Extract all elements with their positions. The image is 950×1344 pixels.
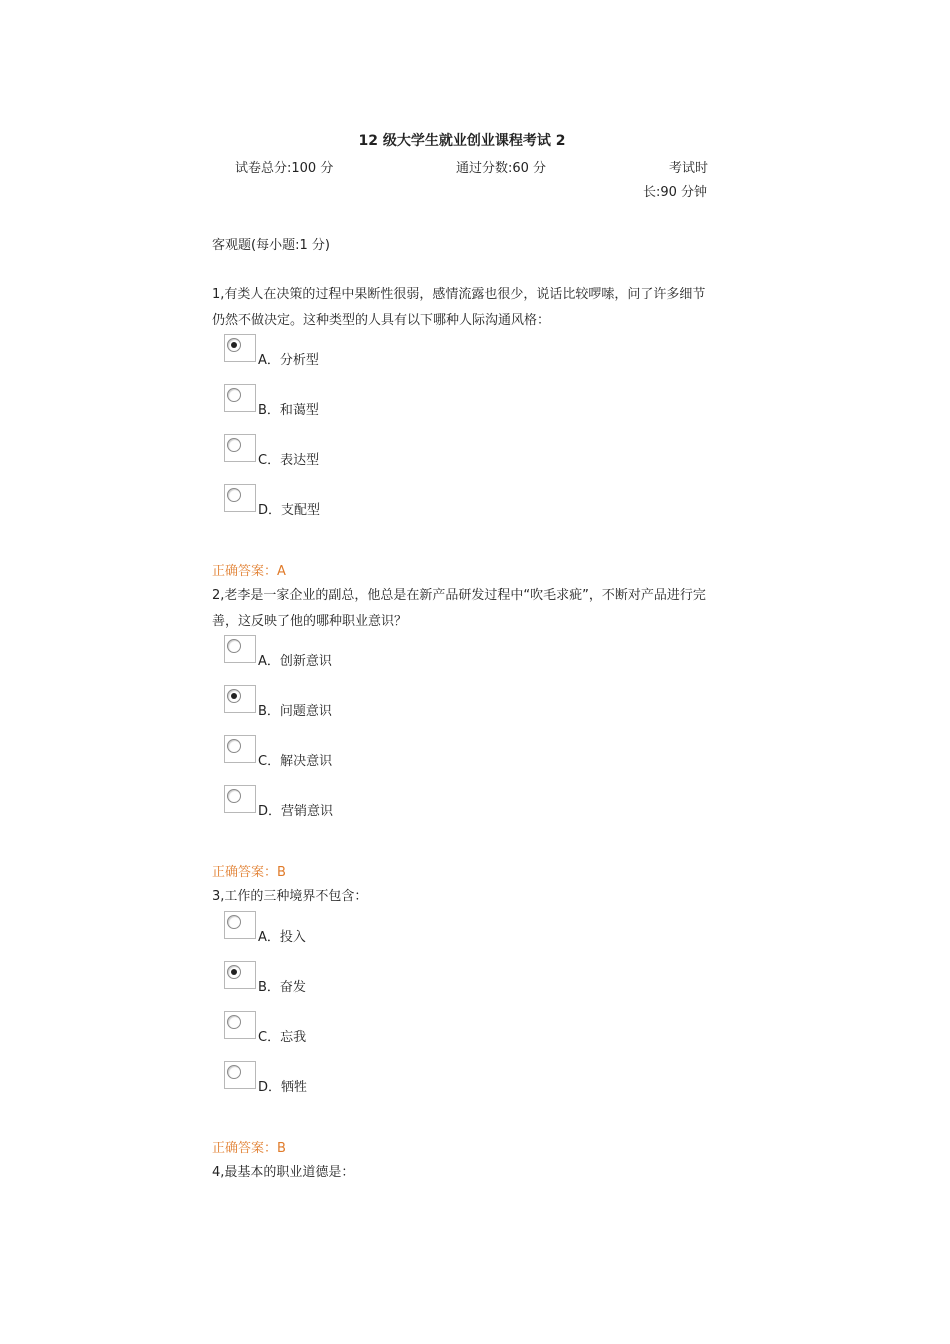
option-a-radio[interactable] [224, 911, 256, 939]
question-2-text: 2,老李是一家企业的副总，他总是在新产品研发过程中“吹毛求疵”，不断对产品进行完善，这反映了他的哪种职业意识？ [212, 588, 706, 629]
radio-selected-icon [227, 338, 241, 352]
radio-icon [227, 388, 241, 402]
radio-icon [227, 915, 241, 929]
radio-icon [227, 739, 241, 753]
option-c-label: C．解决意识 [258, 754, 333, 769]
pass-score: 通过分数:60 分 [456, 161, 547, 176]
option-d-radio[interactable] [224, 484, 256, 512]
option-a-label: A．投入 [258, 930, 306, 945]
option-b-radio[interactable] [224, 961, 256, 989]
duration-label: 考试时 [669, 161, 709, 176]
option-c-label: C．表达型 [258, 453, 320, 468]
option-c-radio[interactable] [224, 735, 256, 763]
option-c-radio[interactable] [224, 1011, 256, 1039]
radio-icon [227, 789, 241, 803]
option-d-radio[interactable] [224, 785, 256, 813]
radio-icon [227, 488, 241, 502]
section-heading: 客观题(每小题:1 分) [212, 238, 330, 253]
radio-icon [227, 1015, 241, 1029]
radio-selected-icon [227, 965, 241, 979]
option-b-label: B．问题意识 [258, 704, 332, 719]
radio-icon [227, 438, 241, 452]
option-b-label: B．和蔼型 [258, 403, 319, 418]
question-3-text: 3,工作的三种境界不包含： [212, 889, 368, 904]
option-c-label: C．忘我 [258, 1030, 307, 1045]
option-d-label: D．牺牲 [258, 1080, 308, 1095]
question-2-answer: 正确答案：B [212, 865, 286, 880]
option-d-label: D．营销意识 [258, 804, 334, 819]
option-a-radio[interactable] [224, 334, 256, 362]
option-d-radio[interactable] [224, 1061, 256, 1089]
option-d-label: D．支配型 [258, 503, 321, 518]
option-a-radio[interactable] [224, 635, 256, 663]
question-1-answer: 正确答案：A [212, 564, 286, 579]
option-b-radio[interactable] [224, 384, 256, 412]
option-b-label: B．奋发 [258, 980, 306, 995]
duration-value: 长:90 分钟 [643, 185, 708, 200]
option-a-label: A．创新意识 [258, 654, 332, 669]
question-1-text: 1,有类人在决策的过程中果断性很弱，感情流露也很少，说话比较啰嗦，问了许多细节仍然不做决定。这种类型的人具有以下哪种人际沟通风格： [212, 287, 706, 328]
question-3-answer: 正确答案：B [212, 1141, 286, 1156]
radio-icon [227, 1065, 241, 1079]
option-a-label: A．分析型 [258, 353, 319, 368]
option-b-radio[interactable] [224, 685, 256, 713]
total-score: 试卷总分:100 分 [235, 161, 334, 176]
page-title: 12 级大学生就业创业课程考试 2 [358, 133, 566, 149]
option-c-radio[interactable] [224, 434, 256, 462]
radio-selected-icon [227, 689, 241, 703]
question-4-text: 4,最基本的职业道德是： [212, 1165, 355, 1180]
radio-icon [227, 639, 241, 653]
